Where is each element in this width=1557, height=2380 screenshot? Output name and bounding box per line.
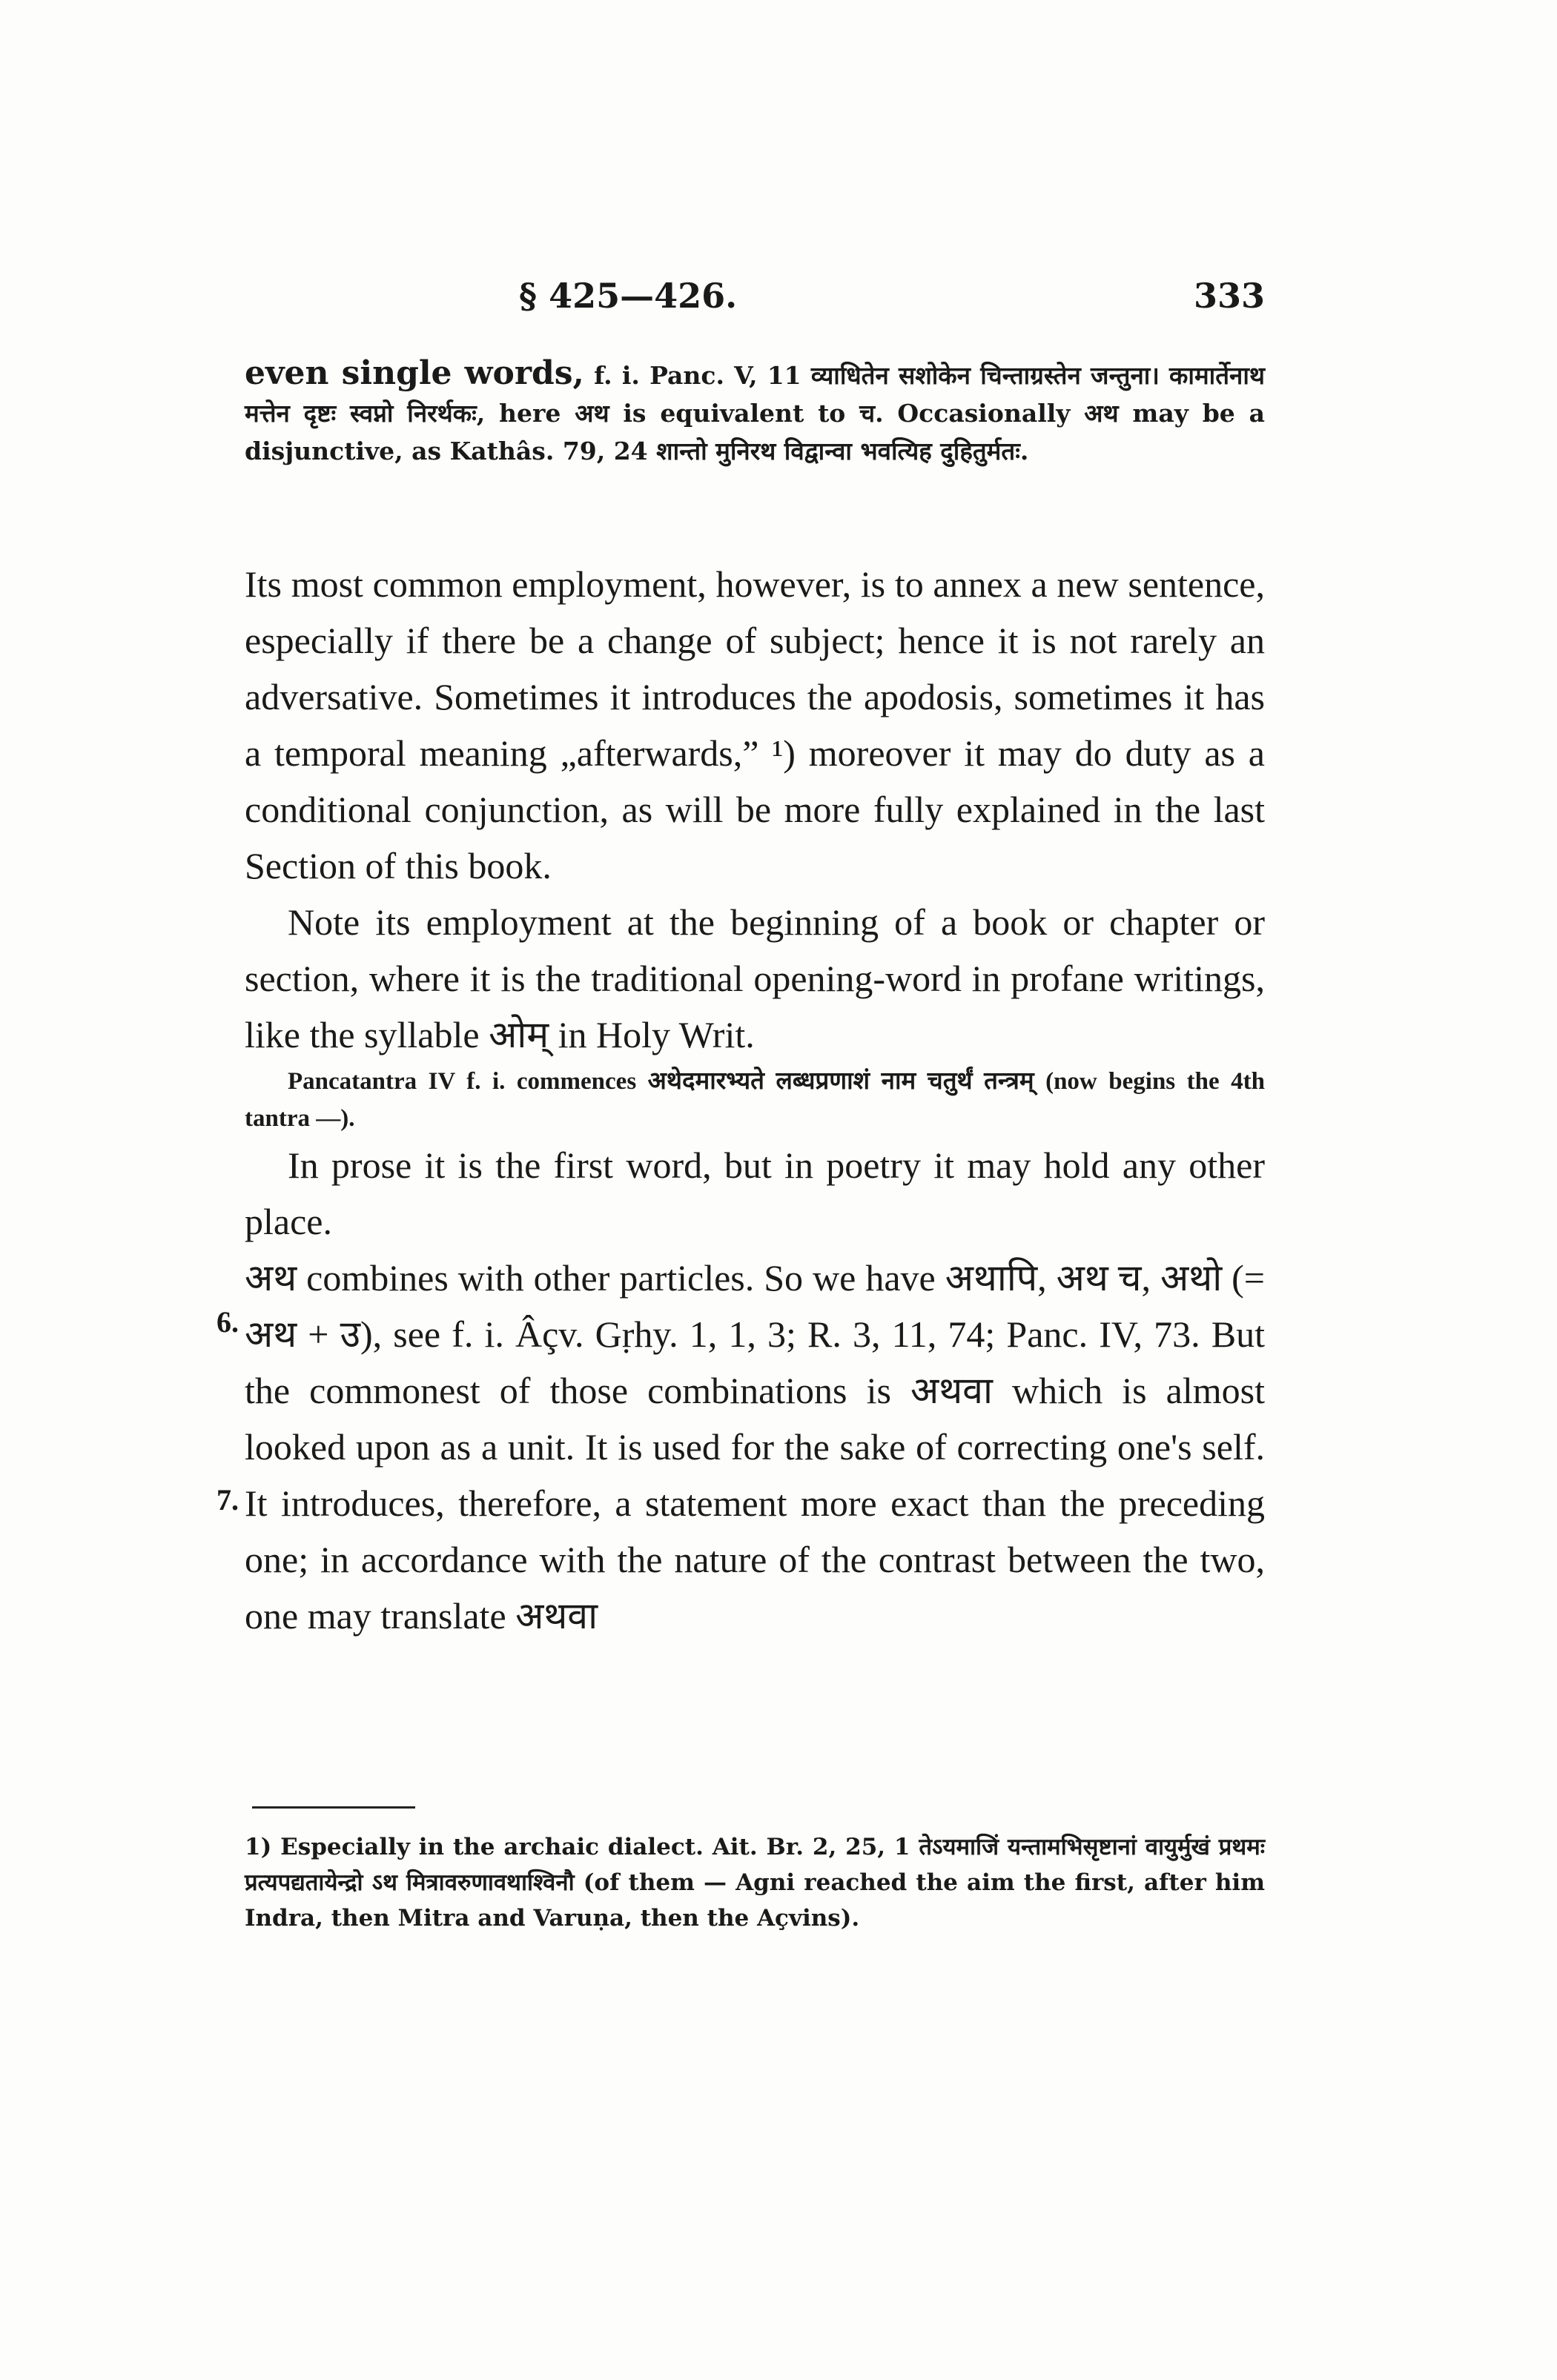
paragraph-common-employment: Its most common employment, however, is to annex a new sentence, especially if there be a change of subject; hence it is not rarely an adversative. Sometimes it introduces the apodosis, sometimes it has a temporal meaning „afterwards,” ¹) moreover it may do duty as a conditional conjunction, as will be more fully explained in the last Section of this book. <box>245 563 1265 886</box>
carryover-text <box>245 354 1265 470</box>
paragraph-opening-word <box>245 894 1265 1137</box>
pancatantra-note: Pancatantra IV f. i. commences अथेदमारभ्यते लब्धप्रणाशं नाम चतुर्थं तन्त्रम् (now begins the 4th tantra —). <box>245 1068 1265 1132</box>
paragraph-prose-position: In prose it is the first word, but in poetry it may hold any other place. <box>245 1144 1265 1242</box>
paragraph-combinations: अथ combines with other particles. So we have अथापि, अथ च, अथो (= अथ + उ), see f. i. Âçv. Gṛhy. 1, 1, 3; R. 3, 11, 74; Panc. IV, 73. But the commonest of those combinations is अथवा which is almost looked upon as a unit. It is used for the sake of correcting one's self. It introduces, therefore, a statement more exact than the preceding one; in accordance with the nature of the contrast between the two, one may translate अथवा <box>245 1257 1265 1637</box>
section-range: § 425—426. <box>519 276 738 316</box>
margin-mark-seven: 7. <box>216 1483 239 1516</box>
carryover-lead: even single words, <box>245 354 584 392</box>
margin-mark-six: 6. <box>216 1305 239 1339</box>
page-number: 333 <box>1193 276 1265 316</box>
footnote-rule <box>252 1806 415 1809</box>
opening-word-text: Note its employment at the beginning of a book or chapter or section, where it is the traditional opening-word in profane writings, like the syllable ओम् in Holy Writ. <box>245 901 1265 1055</box>
main-text <box>245 556 1265 1644</box>
running-header <box>245 276 1265 335</box>
footnote: 1) Especially in the archaic dialect. Ait. Br. 2, 25, 1 तेऽयमाजिं यन्तामभिसृष्टानां वायुर्मुखं प्रथमः प्रत्यपद्यतायेन्द्रो ऽथ मित्रावरुणावथाश्विनौ (of them — Agni reached the aim the first, after him Indra, then Mitra and Varuṇa, then the Açvins). <box>245 1834 1265 1932</box>
carryover-body: f. i. Panc. V, 11 व्याधितेन सशोकेन चिन्ताग्रस्तेन जन्तुना। कामार्तेनाथ मत्तेन दृष्टः स्वप्नो निरर्थकः, here अथ is equivalent to च. Occasionally अथ may be a disjunctive, as Kathâs. 79, 24 शान्तो मुनिरथ विद्वान्वा भवत्यिह दुहितुर्मतः. <box>245 361 1265 465</box>
